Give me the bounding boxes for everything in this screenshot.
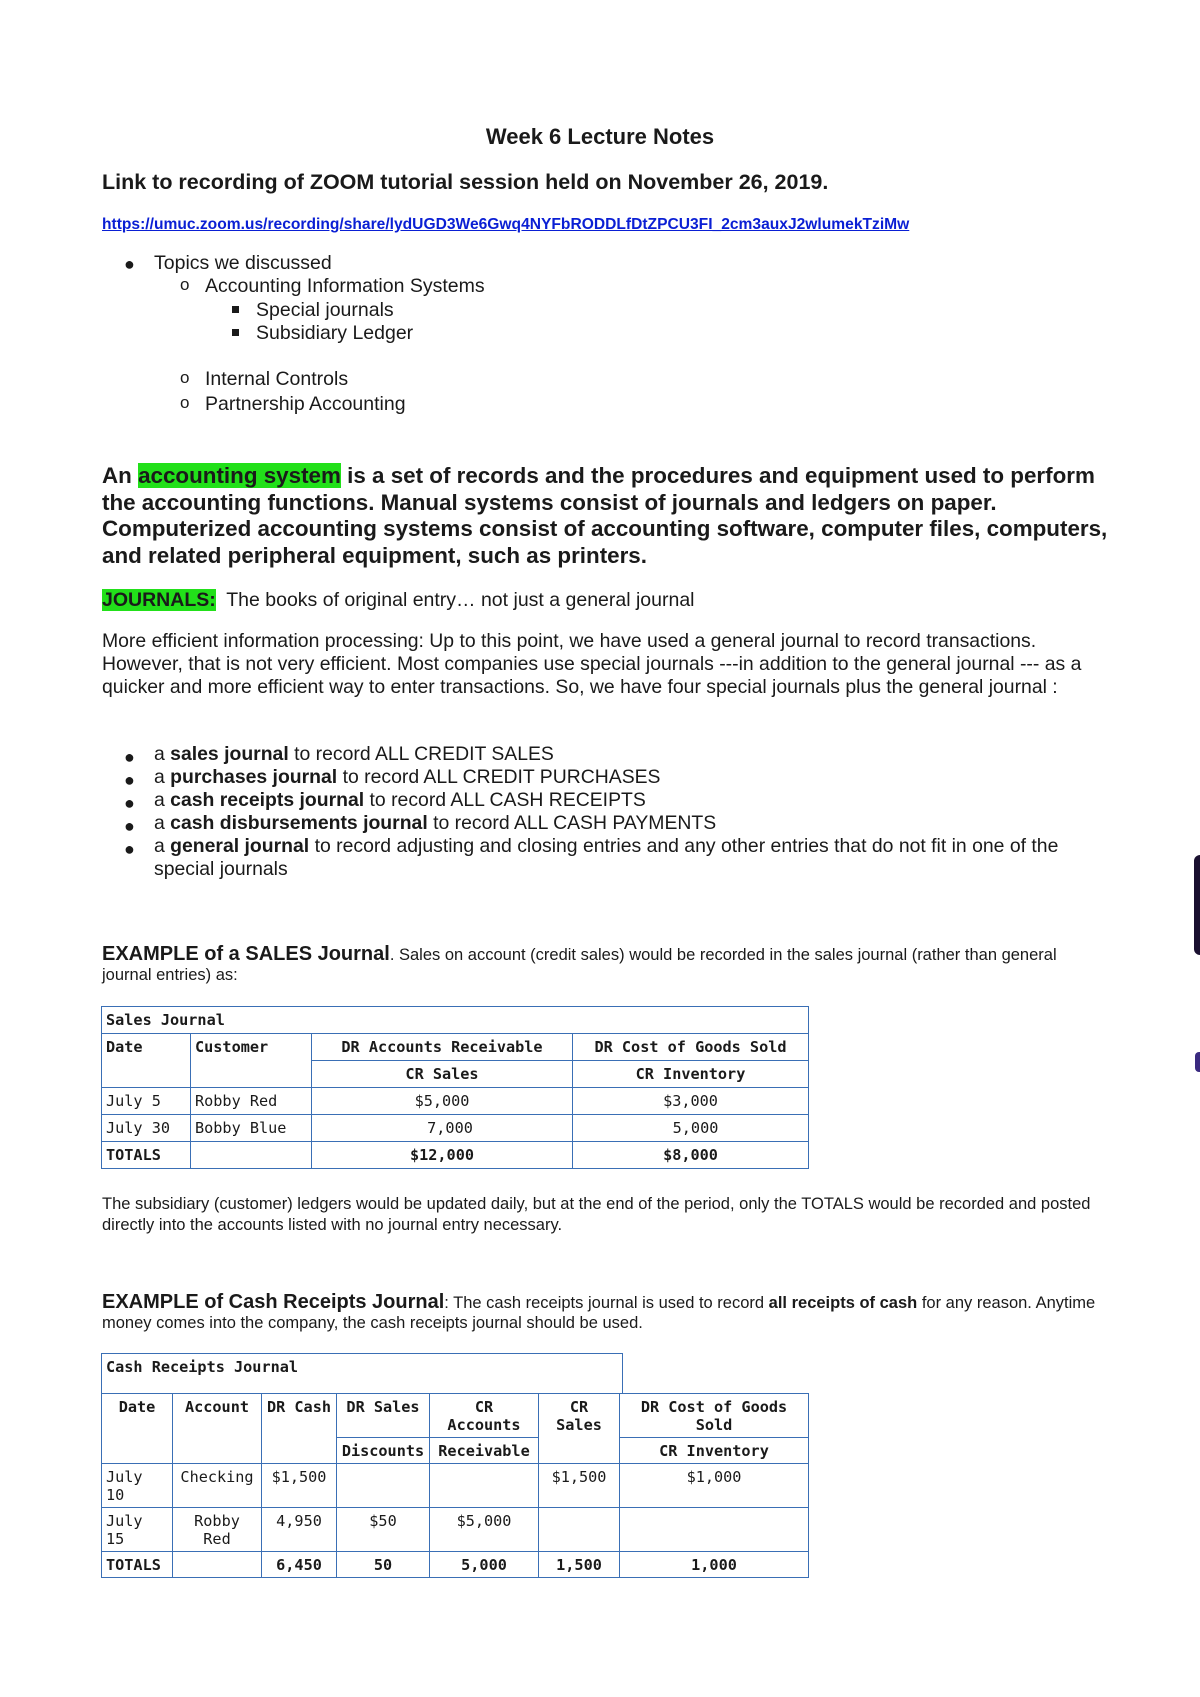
column-header: DR Cash — [262, 1394, 337, 1464]
accounting-system-definition — [102, 463, 1112, 569]
column-header: Date — [102, 1034, 191, 1088]
column-header: DR Sales — [337, 1394, 430, 1438]
column-header: CR Accounts — [430, 1394, 539, 1438]
circle-bullet-icon: o — [180, 393, 190, 412]
journals-text: The books of original entry… not just a general journal — [215, 589, 695, 611]
journals-label: JOURNALS: — [102, 589, 216, 611]
topic-sub: Internal Controls — [205, 368, 349, 390]
table-row: July 15 Robby Red 4,950 $50 $5,000 — [102, 1508, 809, 1552]
column-header: Discounts — [337, 1438, 430, 1464]
bullet-icon: ● — [124, 747, 135, 767]
topic-main: Topics we discussed — [154, 252, 332, 274]
column-header: CR Inventory — [573, 1061, 809, 1088]
cash-receipts-table — [101, 1393, 809, 1578]
bullet-icon: ● — [124, 816, 135, 836]
circle-bullet-icon: o — [180, 275, 190, 294]
square-bullet-icon — [232, 306, 239, 313]
table-row: July 10 Checking $1,500 $1,500 $1,000 — [102, 1464, 809, 1508]
list-item: a general journal to record adjusting and closing entries and any other entries that do not fit in one of the special journals — [154, 835, 1059, 880]
definition-pre: An — [102, 463, 139, 488]
table-row: July 30 Bobby Blue 7,000 5,000 — [102, 1115, 809, 1142]
table-title: Sales Journal — [102, 1007, 809, 1034]
list-item: a purchases journal to record ALL CREDIT PURCHASES — [154, 766, 661, 788]
column-header: CR Sales — [312, 1061, 573, 1088]
topic-subsub: Special journals — [256, 299, 394, 321]
bullet-icon: ● — [124, 793, 135, 813]
topic-sub: Partnership Accounting — [205, 393, 406, 415]
column-header: Account — [173, 1394, 262, 1464]
circle-bullet-icon: o — [180, 368, 190, 387]
column-header: CR Inventory — [620, 1438, 809, 1464]
list-item: a cash receipts journal to record ALL CASH RECEIPTS — [154, 789, 646, 811]
column-header: Customer — [191, 1034, 312, 1088]
journals-line — [102, 589, 695, 612]
definition-text: is a set of records and the procedures and equipment used to perform the accounting functions. Manual systems consist of journals and ledgers on paper. Computerized accounting systems consist of accounting software, computer files, computers, and related peripheral equipment, such as printers. — [102, 463, 1108, 568]
column-header: DR Cost of Goods Sold — [620, 1394, 809, 1438]
column-header: DR Accounts Receivable — [312, 1034, 573, 1061]
page-edge-mark — [1194, 855, 1200, 955]
bullet-icon: ● — [124, 254, 135, 274]
column-header: Receivable — [430, 1438, 539, 1464]
topic-subsub: Subsidiary Ledger — [256, 322, 414, 344]
totals-row: TOTALS $12,000 $8,000 — [102, 1142, 809, 1169]
cash-example-heading: EXAMPLE of Cash Receipts Journal: The cash receipts journal is used to record all receipts of cash for any reason. Anytime money comes into the company, the cash receipts journal should be used. — [102, 1291, 1096, 1332]
efficiency-paragraph: More efficient information processing: Up to this point, we have used a general journal to record transactions. However, that is not very efficient. Most companies use special journals ---in addition to the general journal --- as a quicker and more efficient way to enter transactions. So, we have four special journals plus the general journal : — [102, 630, 1082, 698]
page-edge-mark — [1195, 1052, 1200, 1072]
bullet-icon: ● — [124, 770, 135, 790]
list-item: a cash disbursements journal to record ALL CASH PAYMENTS — [154, 812, 717, 834]
list-item: a sales journal to record ALL CREDIT SALES — [154, 743, 554, 765]
sales-example-heading: EXAMPLE of a SALES Journal. Sales on account (credit sales) would be recorded in the sales journal (rather than general journal entries) as: — [102, 943, 1057, 984]
square-bullet-icon — [232, 329, 239, 336]
column-header: DR Cost of Goods Sold — [573, 1034, 809, 1061]
table-row: July 5 Robby Red $5,000 $3,000 — [102, 1088, 809, 1115]
page-title: Week 6 Lecture Notes — [485, 124, 715, 149]
topic-sub: Accounting Information Systems — [205, 275, 485, 297]
sales-journal-table — [101, 1006, 809, 1169]
highlighted-term: accounting system — [138, 463, 341, 488]
sales-note: The subsidiary (customer) ledgers would be updated daily, but at the end of the period, only the TOTALS would be recorded and posted directly into the accounts listed with no journal entry necessary. — [102, 1195, 1091, 1234]
recording-subtitle: Link to recording of ZOOM tutorial session held on November 26, 2019. — [102, 170, 829, 194]
column-header: CR Sales — [539, 1394, 620, 1464]
bullet-icon: ● — [124, 839, 135, 859]
column-header: Date — [102, 1394, 173, 1464]
cash-journal-title: Cash Receipts Journal — [101, 1353, 623, 1393]
totals-row: TOTALS 6,450 50 5,000 1,500 1,000 — [102, 1552, 809, 1578]
recording-link[interactable]: https://umuc.zoom.us/recording/share/lydUGD3We6Gwq4NYFbRODDLfDtZPCU3FI_2cm3auxJ2wlumekTziMw — [102, 216, 910, 233]
